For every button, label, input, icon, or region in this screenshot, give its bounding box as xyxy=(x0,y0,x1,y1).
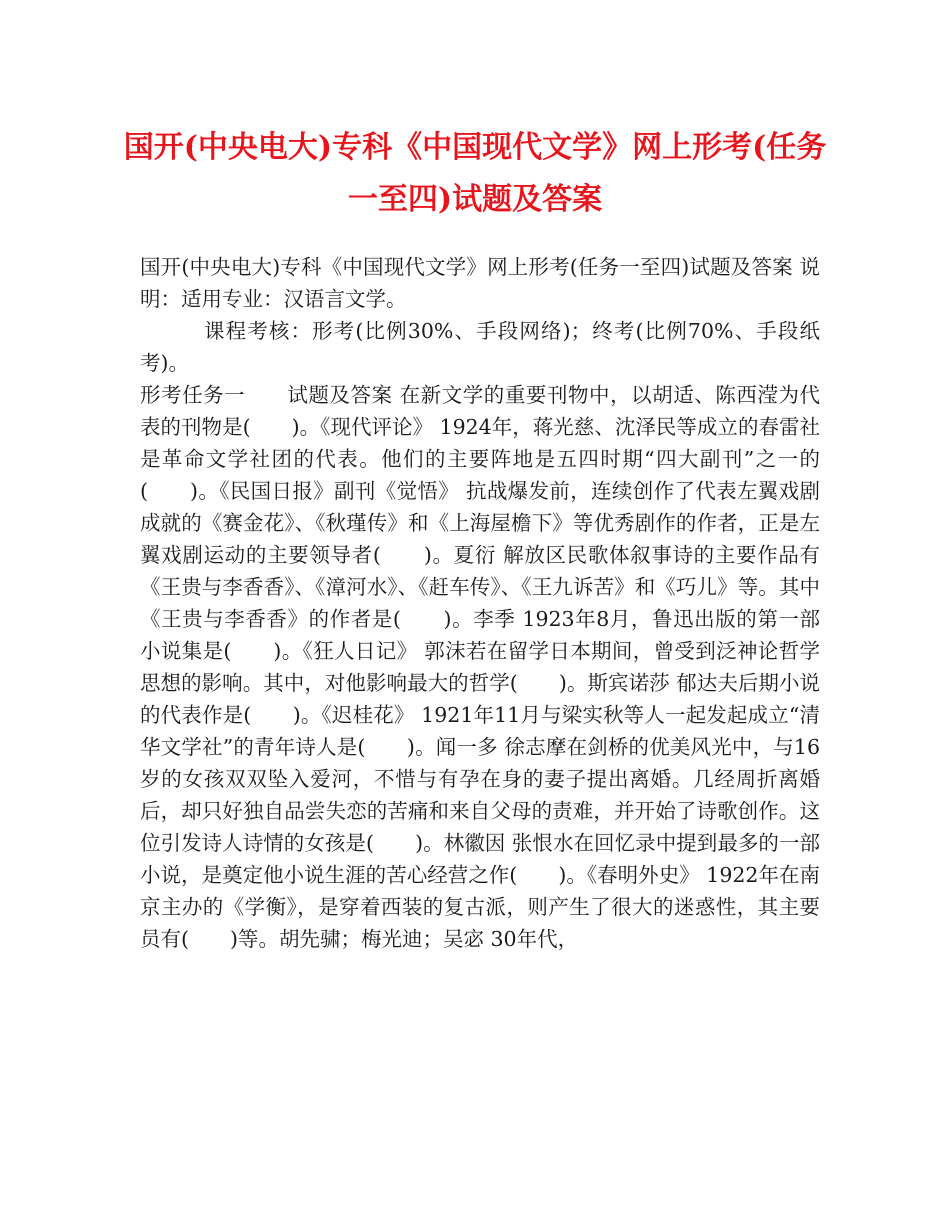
document-title: 国开(中央电大)专科《中国现代文学》网上形考(任务一至四)试题及答案 xyxy=(123,130,827,217)
document-body xyxy=(140,251,820,955)
paragraph-intro: 国开(中央电大)专科《中国现代文学》网上形考(任务一至四)试题及答案 说明：适用专业：汉语言文学。 xyxy=(140,255,820,311)
paragraph-task-one: 形考任务一 试题及答案 在新文学的重要刊物中，以胡适、陈西滢为代表的刊物是( )。《现代评论》 1924年，蒋光慈、沈泽民等成立的春雷社是革命文学社团的代表。他们的主要阵地是五四时期“四大副刊”之一的( )。《民国日报》副刊《觉悟》 抗战爆发前，连续创作了代表左翼戏剧成就的《赛金花》、《秋瑾传》和《上海屋檐下》等优秀剧作的作者，正是左翼戏剧运动的主要领导者( )。夏衍 解放区民歌体叙事诗的主要作品有《王贵与李香香》、《漳河水》、《赶车传》、《王九诉苦》和《巧儿》等。其中《王贵与李香香》的作者是( )。李季 1923年8月，鲁迅出版的第一部小说集是( )。《狂人日记》 郭沫若在留学日本期间，曾受到泛神论哲学思想的影响。其中，对他影响最大的哲学( )。斯宾诺莎 郁达夫后期小说的代表作是( )。《迟桂花》 1921年11月与梁实秋等人一起发起成立“清华文学社”的青年诗人是( )。闻一多 徐志摩在剑桥的优美风光中，与16岁的女孩双双坠入爱河，不惜与有孕在身的妻子提出离婚。几经周折离婚后，却只好独自品尝失恋的苦痛和来自父母的责难，并开始了诗歌创作。这位引发诗人诗情的女孩是( )。林徽因 张恨水在回忆录中提到最多的一部小说，是奠定他小说生涯的苦心经营之作( )。《春明外史》 1922年在南京主办的《学衡》，是穿着西装的复古派，则产生了很大的迷惑性，其主要员有( )等。胡先骕；梅光迪；吴宓 30年代， xyxy=(140,383,820,951)
paragraph-assessment: 课程考核：形考(比例30%、手段网络)；终考(比例70%、手段纸考)。 xyxy=(140,319,820,375)
